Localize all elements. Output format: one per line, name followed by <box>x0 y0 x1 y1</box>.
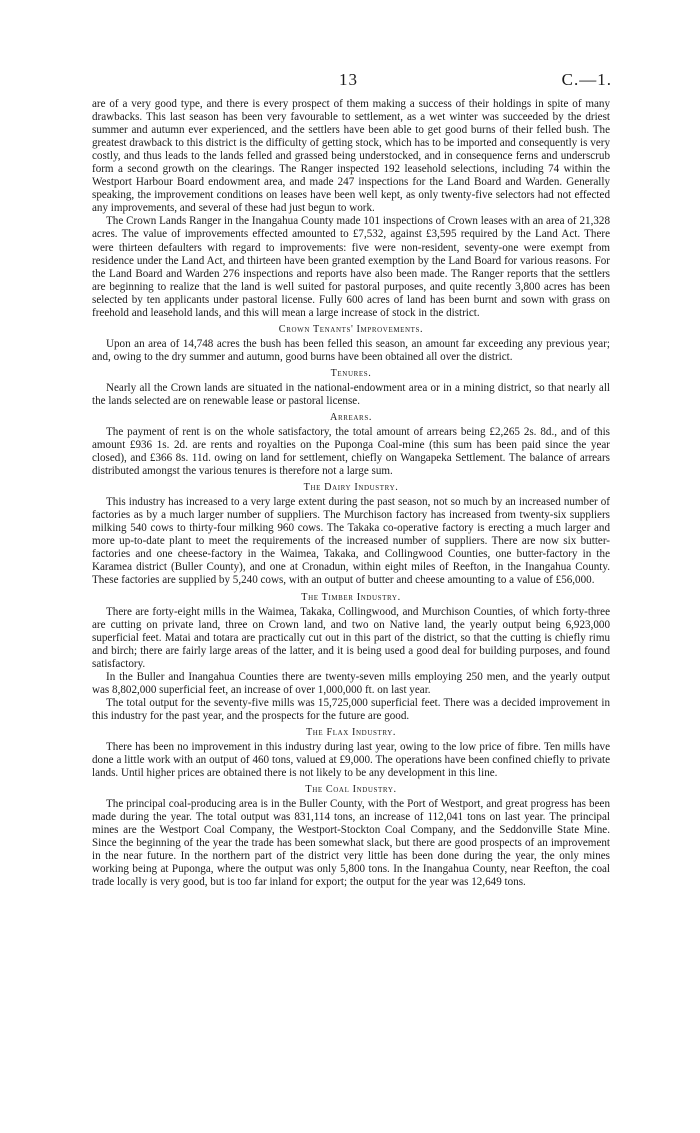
page-number: 13 <box>339 70 358 89</box>
paragraph: Upon an area of 14,748 acres the bush has been felled this season, an amount far exceeding any previous year; and, owing to the dry summer and autumn, good burns have been obtained all over the district. <box>92 337 610 363</box>
section-heading: The Dairy Industry. <box>303 482 399 494</box>
section-heading: Tenures. <box>330 367 372 379</box>
paragraph: In the Buller and Inangahua Counties there are twenty-seven mills employing 250 men, and the yearly output was 8,802,000 superficial feet, an increase of over 1,000,000 ft. on last year. <box>92 670 610 696</box>
document-reference: C.—1. <box>561 70 612 89</box>
paragraph: The Crown Lands Ranger in the Inangahua County made 101 inspections of Crown leases with an area of 21,328 acres. The value of improvements effected amounted to £7,532, against £3,595 required by the Land Act. There were thirteen defaulters with regard to improvements: five were non-resident, seventy-one were exempt from residence under the Land Act, and thirteen have been granted exemption by the Land Board for various reasons. For the Land Board and Warden 276 inspections and reports have also been made. The Ranger reports that the settlers are beginning to realize that the land is well suited for pastoral purposes, and quite recently 3,800 acres has been selected by ten applicants under pastoral license. Fully 600 acres of land has been burnt and sown with grass on freehold and leasehold lands, and this will mean a large increase of stock in the district. <box>92 215 610 319</box>
section-heading: The Timber Industry. <box>301 591 401 603</box>
paragraph: are of a very good type, and there is every prospect of them making a success of their holdings in spite of many drawbacks. This last season has been very favourable to settlement, as a wet winter was succeeded by the driest summer and autumn ever experienced, and the settlers have been able to get good burns of their felled bush. The greatest drawback to this district is the difficulty of getting stock, which has to be imported and consequently is very costly, and thus leads to the lands felled and grassed being understocked, and in consequence ferns and underscrub form a second growth on the clearings. The Ranger inspected 192 leasehold selections, including 74 within the Westport Harbour Board endowment area, and made 247 inspections for the Land Board and Warden. Generally speaking, the improvement conditions on leases have been well kept, as only twenty-five selectors had not effected any improvements, and several of these had just begun to work. <box>92 98 610 215</box>
section-heading: The Flax Industry. <box>305 726 397 738</box>
document-page <box>92 70 610 889</box>
section-heading: The Coal Industry. <box>305 784 397 796</box>
paragraph: The principal coal-producing area is in the Buller County, with the Port of Westport, and great progress has been made during the year. The total output was 831,114 tons, an increase of 112,041 tons on last year. The principal mines are the Westport Coal Company, the Westport-Stockton Coal Company, and the Seddonville State Mine. Since the beginning of the year the trade has been somewhat slack, but there are good prospects of an improvement in the near future. In the northern part of the district very little has been done during the year, the only mines working being at Puponga, where the output was only 5,800 tons. In the Inangahua County, near Reefton, the coal trade locally is very good, but is too far inland for export; the output for the year was 12,649 tons. <box>92 798 610 889</box>
section-heading: Arrears. <box>330 411 372 423</box>
page-header <box>92 70 610 92</box>
paragraph: Nearly all the Crown lands are situated in the national-endowment area or in a mining district, so that nearly all the lands selected are on renewable lease or pastoral license. <box>92 381 610 407</box>
paragraph: There has been no improvement in this industry during last year, owing to the low price of fibre. Ten mills have done a little work with an output of 460 tons, valued at £9,000. The operations have been confined chiefly to private lands. Until higher prices are obtained there is not likely to be any development in this line. <box>92 740 610 780</box>
paragraph: The payment of rent is on the whole satisfactory, the total amount of arrears being £2,265 2s. 8d., and of this amount £936 1s. 2d. are rents and royalties on the Puponga Coal-mine (this sum has been paid since the year closed), and £366 8s. 11d. owing on land for settlement, chiefly on Wangapeka Settlement. The balance of arrears distributed amongst the various tenures is therefore not a large sum. <box>92 425 610 478</box>
paragraph: The total output for the seventy-five mills was 15,725,000 superficial feet. There was a decided improvement in this industry for the past year, and the prospects for the future are good. <box>92 696 610 722</box>
paragraph: There are forty-eight mills in the Waimea, Takaka, Collingwood, and Murchison Counties, of which forty-three are cutting on private land, three on Crown land, and two on Native land, the yearly output being 6,923,000 superficial feet. Matai and totara are practically cut out in this part of the district, so that the cutting is chiefly rimu and birch; there are fairly large areas of the latter, and it is being used a good deal for building purposes, and found satisfactory. <box>92 605 610 670</box>
paragraph: This industry has increased to a very large extent during the past season, not so much by an increased number of factories as by a much larger number of suppliers. The Murchison factory has increased from twenty-six suppliers milking 540 cows to thirty-four milking 960 cows. The Takaka co-operative factory is erecting a much larger and more up-to-date plant to meet the requirements of the increased number of suppliers. There are now six butter-factories and one cheese-factory in the Waimea, Takaka, and Collingwood Counties, one butter-factory in the Karamea district (Buller County), and one at Cronadun, within eight miles of Reefton, in the Inangahua County. These factories are supplied by 5,240 cows, with an output of butter and cheese amounting to a value of £56,000. <box>92 496 610 587</box>
section-heading: Crown Tenants' Improvements. <box>278 323 424 335</box>
